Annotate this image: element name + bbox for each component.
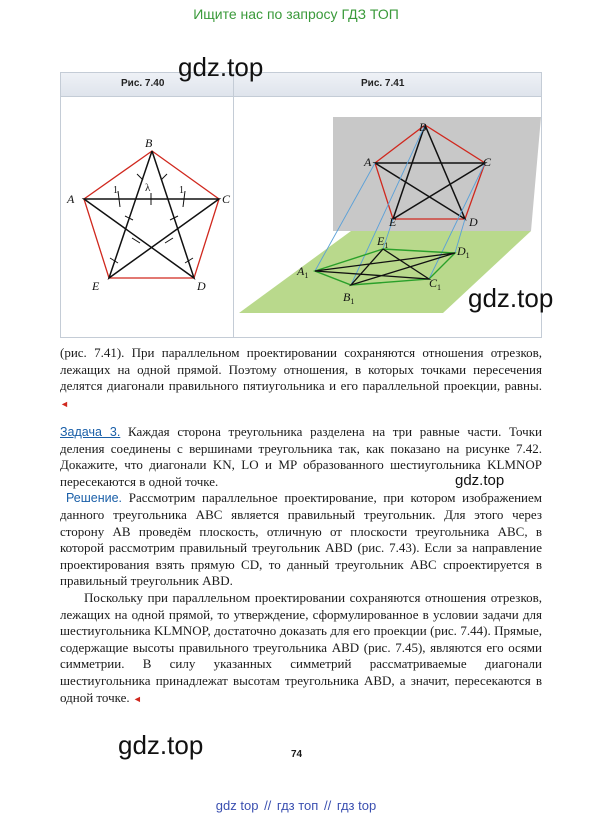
- label-one-right: 1: [179, 185, 184, 196]
- solution-text: Рассмотрим параллельное проектирование, при котором изображением данного треугольника ABC является правильный треугольник. Для этого через сторону AB проведём плоскость, отличную от плоскости треугольника ABC, в которой рассмотрим правильный треугольник ABD (рис. 7.43). Если за направление проектирования взять прямую CD, то данный треугольник ABC спроектируется в правильный треугольник ABD.: [60, 490, 542, 589]
- footer-link-gdz-top[interactable]: gdz top: [215, 798, 259, 813]
- task-3-block: [60, 424, 542, 707]
- fig-7-40-drawing: [66, 136, 231, 293]
- label-lambda: λ: [145, 182, 151, 194]
- solution-title: Решение.: [66, 491, 123, 506]
- watermark-logo: gdz.top: [178, 52, 264, 82]
- label-one-left: 1: [113, 185, 118, 196]
- task-title: Задача 3.: [60, 425, 121, 439]
- figure-caption-7-41: Рис. 7.41: [361, 78, 405, 89]
- watermark-logo: gdz.top: [455, 472, 505, 489]
- watermark-logo: gdz.top: [118, 730, 204, 760]
- paragraph-1-text: (рис. 7.41). При параллельном проектировании сохраняются отношения отрезков, лежащих на одной прямой. Поэтому отношения, в которых точками пересечения делятся диагонали правильного пятиугольника и его параллельной проекции, равны.: [60, 345, 542, 394]
- footer-separator: //: [323, 798, 332, 813]
- figure-caption-7-40: Рис. 7.40: [121, 78, 165, 89]
- footer-links: [0, 798, 592, 813]
- paragraph-continuation: [60, 345, 542, 412]
- label-B1: $B_1$: [343, 290, 355, 306]
- end-mark-1: ◄: [60, 398, 69, 409]
- gray-plane: [333, 117, 541, 231]
- label-D-top: D: [469, 215, 478, 229]
- top-banner: Ищите нас по запросу ГДЗ ТОП: [193, 6, 399, 22]
- label-B: B: [145, 136, 153, 150]
- watermark-logo: gdz.top: [468, 283, 554, 313]
- label-B-top: B: [419, 120, 427, 134]
- label-E1: $E_1$: [377, 234, 389, 250]
- page-number: 74: [291, 749, 303, 760]
- pentagon-star: [84, 151, 219, 278]
- label-C1: $C_1$: [429, 276, 442, 292]
- solution-paragraph: [60, 590, 542, 707]
- footer-link-gdz-top-mixed[interactable]: гдз top: [336, 798, 377, 813]
- label-D: D: [197, 279, 206, 293]
- label-A: A: [67, 192, 75, 206]
- solution-paragraph-text: Поскольку при параллельном проектировании сохраняются отношения отрезков, лежащих на одной прямой, то утверждение, сформулированное в условии задачи для шестиугольника KLMNOP, достаточно доказать для его проекции (рис. 7.44). Прямые, содержащие высоты правильного треугольника ABD (рис. 7.45), являются его осями симметрии. В силу указанных симметрий рассматриваемые диагонали шестиугольника принадлежат высотам треугольника ABD, а значит, пересекаются в одной точке.: [60, 589, 542, 705]
- label-E: E: [92, 279, 100, 293]
- pentagon-red: [84, 151, 219, 278]
- label-A-top: A: [364, 155, 372, 169]
- task-text: Каждая сторона треугольника разделена на три равные части. Точки деления соединены с вершинами треугольника так, как показано на рисунке 7.42. Докажите, что диагонали KN, LO и MP образованного шестиугольника KLMNOP пересекаются в одной точке.: [60, 424, 542, 489]
- end-mark-2: ◄: [132, 693, 142, 704]
- label-C-top: C: [483, 155, 492, 169]
- label-E-top: E: [389, 215, 397, 229]
- label-A1: $A_1$: [297, 264, 309, 280]
- footer-separator: //: [264, 798, 272, 813]
- label-D1: $D_1$: [457, 244, 470, 260]
- label-C: C: [222, 192, 231, 206]
- footer-link-gdz-top-ru[interactable]: гдз топ: [276, 798, 319, 813]
